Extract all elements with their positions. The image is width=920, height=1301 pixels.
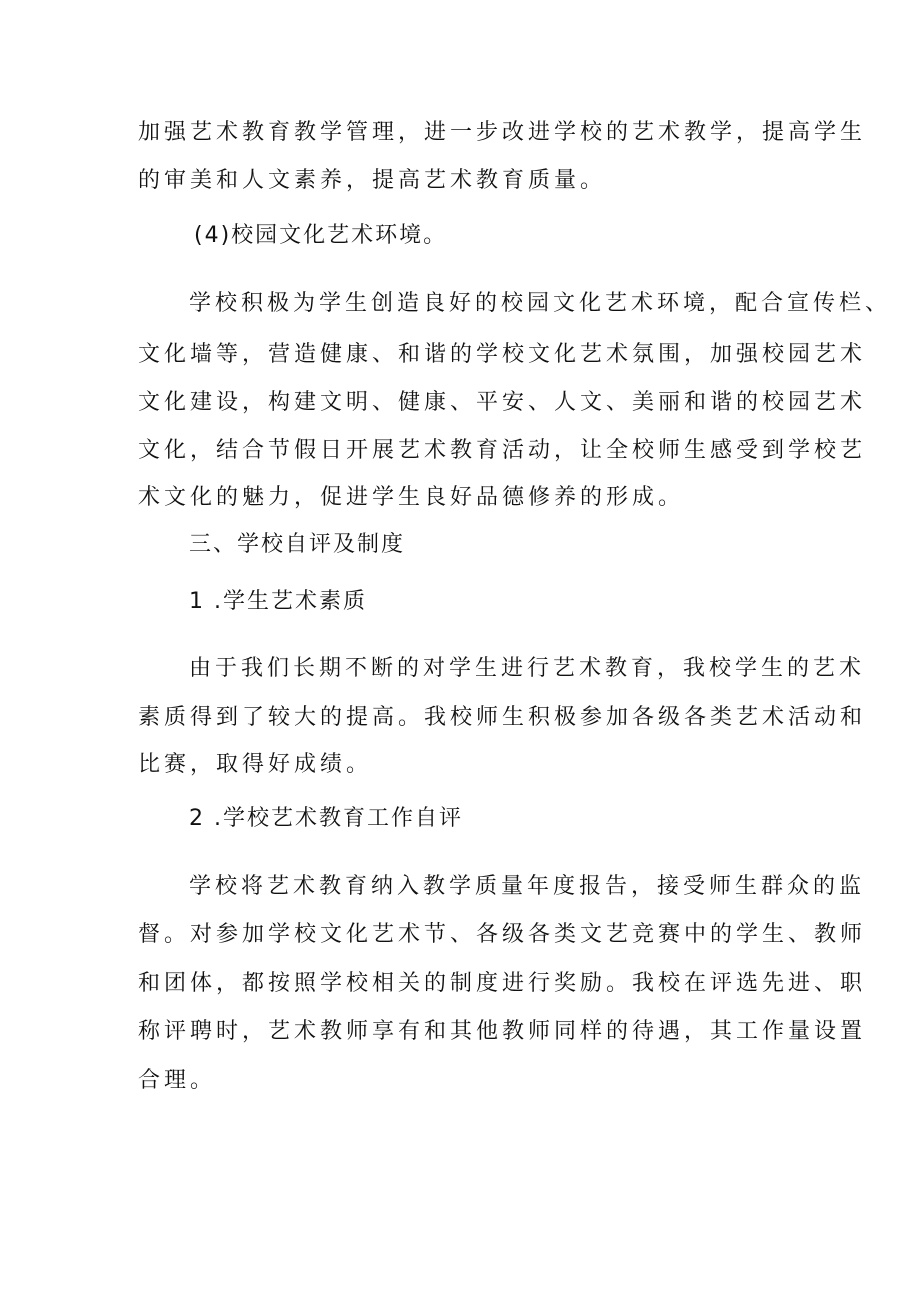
item-1-heading: 1 .学生艺术素质 [189,589,367,614]
item-2-paragraph-line: 督。对参加学校文化艺术节、各级各类文艺竞赛中的学生、教师 [138,922,867,947]
item-2-paragraph-line: 和团体，都按照学校相关的制度进行奖励。我校在评选先进、职 [138,971,867,996]
item-2-paragraph-line: 学校将艺术教育纳入教学质量年度报告，接受师生群众的监 [189,874,866,899]
section-4-paragraph-line: 文化墙等，营造健康、和谐的学校文化艺术氛围，加强校园艺术 [138,342,867,367]
part-3-heading: 三、学校自评及制度 [189,532,406,557]
item-2-paragraph-line: 合理。 [138,1068,217,1093]
intro-paragraph-line: 加强艺术教育教学管理，进一步改进学校的艺术教学，提高学生 [138,120,867,145]
item-1-paragraph-line: 比赛，取得好成绩。 [138,752,373,777]
section-4-paragraph-line: 学校积极为学生创造良好的校园文化艺术环境，配合宣传栏、 [189,291,892,316]
section-4-paragraph-line: 文化，结合节假日开展艺术教育活动，让全校师生感受到学校艺 [138,438,867,463]
section-4-paragraph-line: 文化建设，构建文明、健康、平安、人文、美丽和谐的校园艺术 [138,390,867,415]
item-1-paragraph-line: 素质得到了较大的提高。我校师生积极参加各级各类艺术活动和 [138,705,867,730]
section-4-heading: (4)校园文化艺术环境。 [194,223,448,248]
intro-paragraph-line: 的审美和人文素养，提高艺术教育质量。 [138,168,607,193]
section-4-paragraph-line: 术文化的魅力，促进学生良好品德修养的形成。 [138,485,685,510]
item-1-paragraph-line: 由于我们长期不断的对学生进行艺术教育，我校学生的艺术 [189,656,866,681]
item-2-heading: 2 .学校艺术教育工作自评 [189,806,463,831]
item-2-paragraph-line: 称评聘时，艺术教师享有和其他教师同样的待遇，其工作量设置 [138,1019,867,1044]
